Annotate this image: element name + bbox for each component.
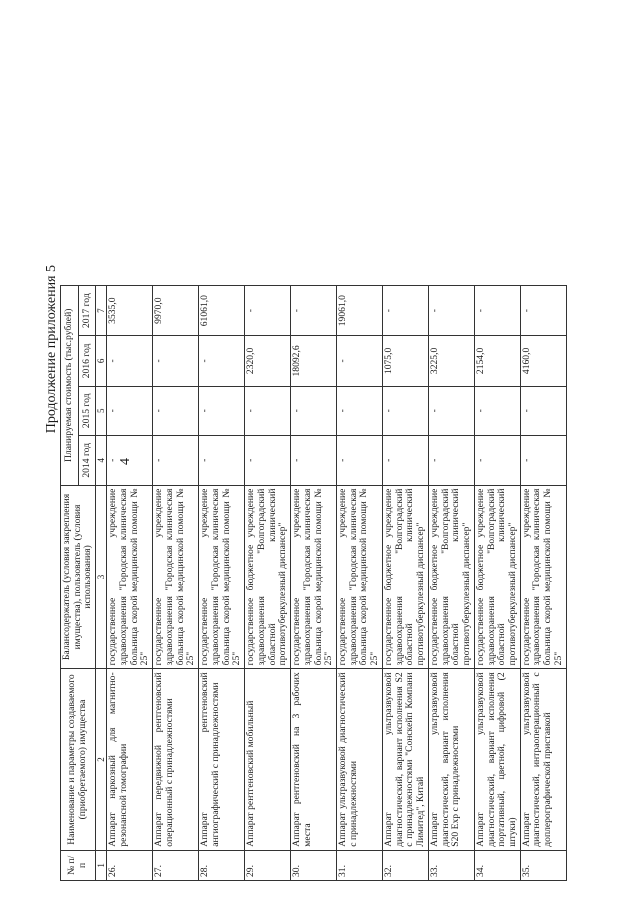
header-num: № п/п (61, 850, 96, 880)
item-holder: государственное учреждение здравоохранения "Городская клиническая больница скорой медицинской помощи № 25" (520, 485, 566, 669)
cost-2015: - (291, 386, 337, 436)
row-number: 34. (474, 850, 520, 880)
item-name: Аппарат передвижной рентгеновский операционный с принадлежностями (153, 669, 199, 850)
cost-2016: 3225,0 (428, 336, 474, 386)
index-cell: 4 (96, 436, 107, 486)
cost-2016: 18092,6 (291, 336, 337, 386)
table-row (336, 286, 382, 881)
item-holder: государственное учреждение здравоохранения "Городская клиническая больница скорой медицинской помощи № 25" (199, 485, 245, 669)
table-row (474, 286, 520, 881)
item-name: Аппарат ультразвуковой диагностический, вариант исполнения S2 с принадлежностями "Сонскейп Компани Лимитед", Китай (382, 669, 428, 850)
header-year: 2016 год (78, 336, 96, 386)
index-cell: 2 (96, 669, 107, 850)
table-row (153, 286, 199, 881)
header-year: 2017 год (78, 286, 96, 336)
index-cell: 1 (96, 850, 107, 880)
item-name: Аппарат наркозный для магнитно-резонансной томографии (107, 669, 153, 850)
cost-2017: - (520, 286, 566, 336)
cost-2015: - (107, 386, 153, 436)
cost-2016: - (107, 336, 153, 386)
row-number: 28. (199, 850, 245, 880)
cost-2017: 19061,0 (336, 286, 382, 336)
row-number: 29. (245, 850, 291, 880)
item-holder: государственное учреждение здравоохранения "Городская клиническая больница скорой медицинской помощи № 25" (107, 485, 153, 669)
item-holder: государственное учреждение здравоохранения "Городская клиническая больница скорой медицинской помощи № 25" (153, 485, 199, 669)
cost-2015: - (520, 386, 566, 436)
table-row (428, 286, 474, 881)
cost-2014: - (153, 436, 199, 486)
cost-2016: 2320,0 (245, 336, 291, 386)
cost-2014: - (428, 436, 474, 486)
cost-2016: - (153, 336, 199, 386)
index-row (96, 286, 107, 881)
cost-2015: - (336, 386, 382, 436)
item-name: Аппарат ультразвуковой диагностический, вариант исполнения S20 Exp с принадлежностями (428, 669, 474, 850)
row-number: 31. (336, 850, 382, 880)
continuation-label: Продолжение приложения 5 (44, 265, 59, 434)
index-cell: 3 (96, 485, 107, 669)
cost-2016: 2154,0 (474, 336, 520, 386)
row-number: 30. (291, 850, 337, 880)
item-holder: государственное учреждение здравоохранения "Городская клиническая больница скорой медицинской помощи № 25" (336, 485, 382, 669)
header-cost: Планируемая стоимость (тыс.рублей) (61, 286, 79, 486)
item-holder: государственное бюджетное учреждение здравоохранения "Волгоградский областной клинический противотуберкулезный диспансер" (245, 485, 291, 669)
header-row (61, 286, 79, 881)
property-table (60, 285, 567, 881)
cost-2016: 4160,0 (520, 336, 566, 386)
cost-2015: - (199, 386, 245, 436)
item-holder: государственное бюджетное учреждение здравоохранения "Волгоградский областной клинический противотуберкулезный диспансер" (474, 485, 520, 669)
cost-2015: - (153, 386, 199, 436)
cost-2015: - (245, 386, 291, 436)
cost-2014: - (199, 436, 245, 486)
cost-2017: - (428, 286, 474, 336)
index-cell: 6 (96, 336, 107, 386)
cost-2016: - (336, 336, 382, 386)
cost-2017: - (291, 286, 337, 336)
item-holder: государственное бюджетное учреждение здравоохранения "Волгоградский областной клинический противотуберкулезный диспансер" (382, 485, 428, 669)
cost-2017: - (382, 286, 428, 336)
cost-2015: - (428, 386, 474, 436)
row-number: 35. (520, 850, 566, 880)
cost-2014: - (245, 436, 291, 486)
cost-2014: - (520, 436, 566, 486)
row-number: 27. (153, 850, 199, 880)
item-name: Аппарат рентгеновский на 3 рабочих места (291, 669, 337, 850)
cost-2015: - (382, 386, 428, 436)
cost-2014: - (474, 436, 520, 486)
cost-2015: - (474, 386, 520, 436)
header-year: 2014 год (78, 436, 96, 486)
cost-2017: 61061,0 (199, 286, 245, 336)
cost-2017: 9970,0 (153, 286, 199, 336)
header-name: Наименование и параметры создаваемого (приобретаемого) имущества (61, 669, 96, 850)
table-row (199, 286, 245, 881)
header-year: 2015 год (78, 386, 96, 436)
table-body (107, 286, 566, 881)
item-name: Аппарат рентгеновский мобильный (245, 669, 291, 850)
cost-2014: - (336, 436, 382, 486)
row-number: 26. (107, 850, 153, 880)
row-number: 33. (428, 850, 474, 880)
row-number: 32. (382, 850, 428, 880)
item-name: Аппарат ультразвуковой диагностический, интраоперационный с доплерографической приставкой (520, 669, 566, 850)
index-cell: 5 (96, 386, 107, 436)
item-name: Аппарат рентгеновский ангиографический с принадлежностями (199, 669, 245, 850)
cost-2017: - (474, 286, 520, 336)
index-cell: 7 (96, 286, 107, 336)
item-name: Аппарат ультразвуковой диагностический с принадлежностями (336, 669, 382, 850)
header-holder: Балансодержатель (условия закрепления имущества), пользователь (условия использования) (61, 485, 96, 669)
cost-2016: 1075,0 (382, 336, 428, 386)
item-name: Аппарат ультразвуковой диагностический, вариант исполнения портативный, цветной, цифровой (2 штуки) (474, 669, 520, 850)
item-holder: государственное учреждение здравоохранения "Городская клиническая больница скорой медицинской помощи № 25" (291, 485, 337, 669)
item-holder: государственное бюджетное учреждение здравоохранения "Волгоградский областной клинический противотуберкулезный диспансер" (428, 485, 474, 669)
page-number: 4 (118, 458, 133, 465)
cost-2017: - (245, 286, 291, 336)
table-row (107, 286, 153, 881)
table-row (291, 286, 337, 881)
table-row (245, 286, 291, 881)
cost-2014: - (291, 436, 337, 486)
cost-2017: 3535,0 (107, 286, 153, 336)
table-row (382, 286, 428, 881)
cost-2014: - (107, 436, 153, 486)
cost-2016: - (199, 336, 245, 386)
table-row (520, 286, 566, 881)
cost-2014: - (382, 436, 428, 486)
